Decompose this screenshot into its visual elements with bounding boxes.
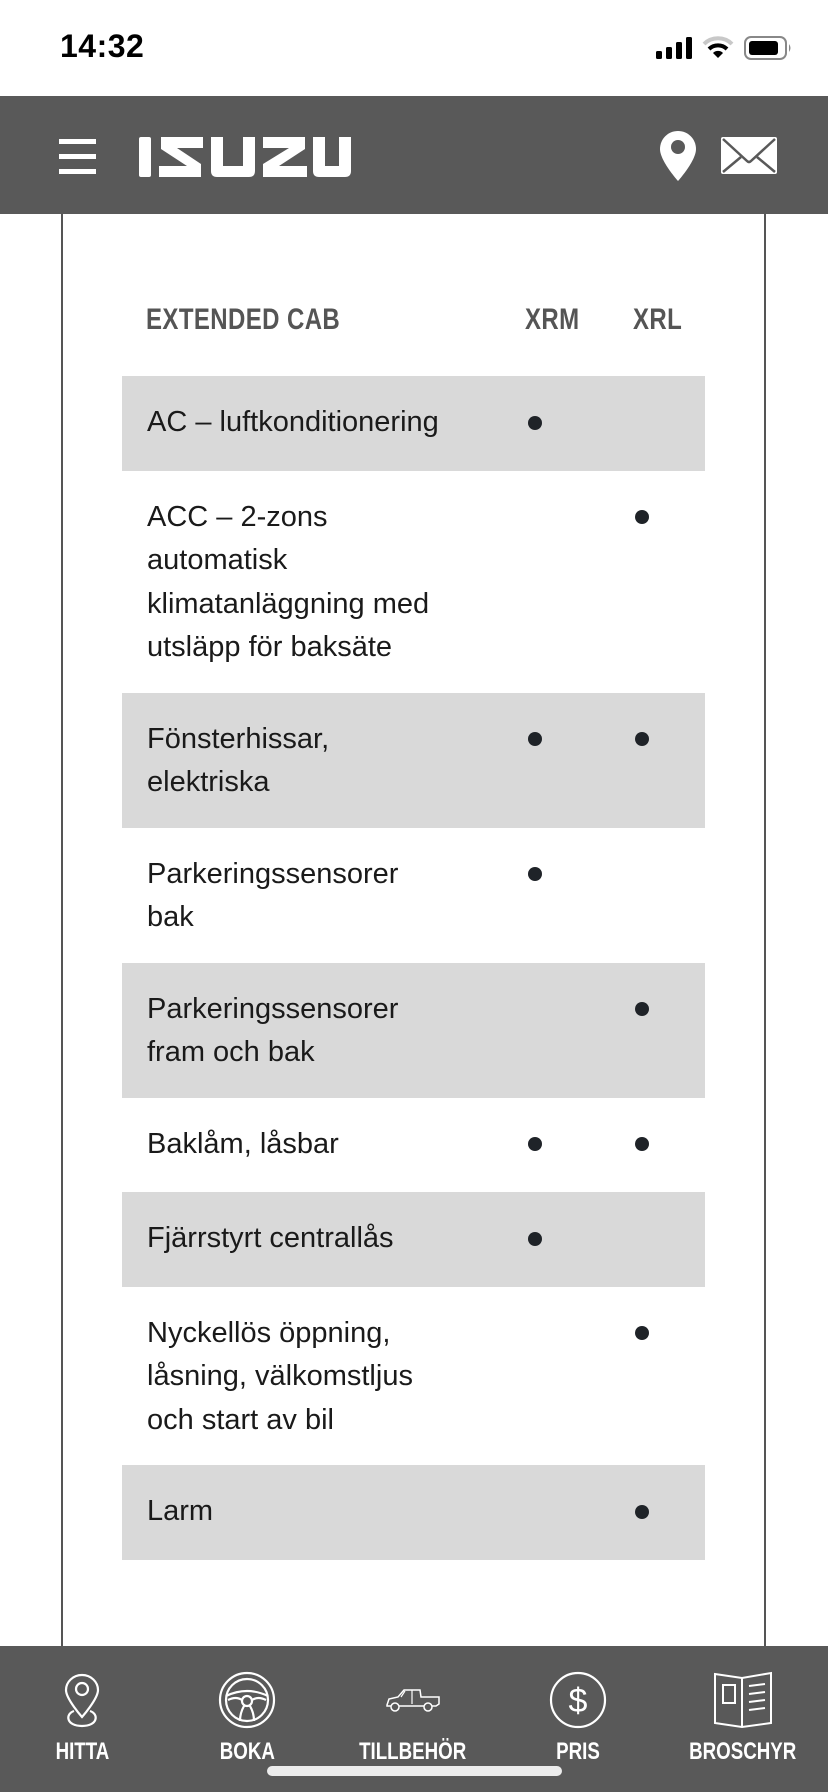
xrl-included-dot [635,1505,649,1519]
nav-label [668,1738,818,1766]
feature-label-line: Parkeringssensorer [147,857,399,890]
status-time: 14:32 [60,28,145,64]
signal-icon [656,37,692,59]
table-row [122,828,705,963]
feature-label-line: elektriska [147,766,270,798]
feature-label [147,1312,477,1443]
nav-boka-label: BOKA [219,1738,275,1765]
wifi-icon [702,36,734,60]
feature-label [147,1123,477,1167]
home-indicator[interactable] [267,1766,562,1776]
feature-label-line: bak [147,901,194,933]
feature-label-line: Larm [147,1495,214,1527]
xrl-included-dot [635,1002,649,1016]
xrl-included-dot [635,1326,649,1340]
steering-wheel-icon [218,1671,276,1729]
xrl-included-dot [635,732,649,746]
table-row [122,376,705,471]
table-row [122,1465,705,1560]
table-row [122,471,705,693]
feature-label [147,853,477,940]
table-title: EXTENDED CAB [146,303,341,336]
column-header-xrm: XRM [525,303,580,336]
feature-label-line: klimatanläggning med [147,587,430,620]
nav-label [338,1738,488,1766]
feature-label-line: ACC – 2-zons [147,500,328,533]
dollar-icon [549,1671,607,1729]
feature-label-line: automatisk [147,544,288,576]
pickup-truck-icon [384,1671,442,1729]
xrm-included-dot [528,1232,542,1246]
table-row [122,963,705,1098]
battery-icon [744,36,792,60]
feature-label-line: Nyckellös öppning, [147,1316,391,1349]
feature-label [147,988,477,1075]
xrm-included-dot [528,416,542,430]
feature-label [147,1217,477,1261]
svg-text:$: $ [568,1682,588,1720]
feature-label-line: fram och bak [147,1036,315,1068]
location-pin-icon[interactable] [660,131,696,181]
menu-button[interactable] [59,139,96,174]
xrm-included-dot [528,732,542,746]
mail-icon[interactable] [721,137,777,174]
feature-label-line: utsläpp för baksäte [147,631,393,663]
isuzu-logo[interactable] [139,137,351,177]
feature-label-line: Parkeringssensorer [147,992,399,1025]
nav-tillbehor-label: TILLBEHÖR [359,1738,467,1765]
hamburger-icon [59,139,96,144]
nav-broschyr-label: BROSCHYR [689,1738,797,1765]
table-row [122,1098,705,1193]
xrl-included-dot [635,510,649,524]
nav-hitta[interactable] [7,1646,157,1792]
nav-label [503,1738,653,1766]
table-row [122,1287,705,1466]
xrm-included-dot [528,1137,542,1151]
xrm-included-dot [528,867,542,881]
status-icons [656,36,792,60]
table-row [122,1192,705,1287]
feature-label-line: Fjärrstyrt centrallås [147,1222,394,1254]
status-bar [0,0,828,96]
column-header-xrl: XRL [633,303,683,336]
app-header [0,96,828,214]
hamburger-bar [59,154,96,159]
feature-label-line: Baklåm, låsbar [147,1127,339,1160]
hamburger-bar [59,169,96,174]
brochure-icon [713,1671,773,1729]
nav-label [172,1738,322,1766]
nav-broschyr[interactable] [668,1646,818,1792]
feature-label-line: AC – luftkonditionering [147,406,439,438]
feature-label-line: Fönsterhissar, [147,722,330,755]
table-row [122,693,705,828]
xrl-included-dot [635,1137,649,1151]
feature-label-line: låsning, välkomstljus [147,1360,413,1392]
feature-label [147,1490,477,1534]
nav-pris-label: PRIS [556,1738,600,1765]
feature-label [147,718,477,805]
nav-hitta-label: HITTA [55,1738,109,1765]
feature-label [147,496,477,670]
isuzu-logo-mark [139,137,351,177]
feature-label-line: och start av bil [147,1403,334,1436]
nav-label [7,1738,157,1766]
map-pin-icon [62,1671,102,1731]
feature-label [147,401,477,445]
